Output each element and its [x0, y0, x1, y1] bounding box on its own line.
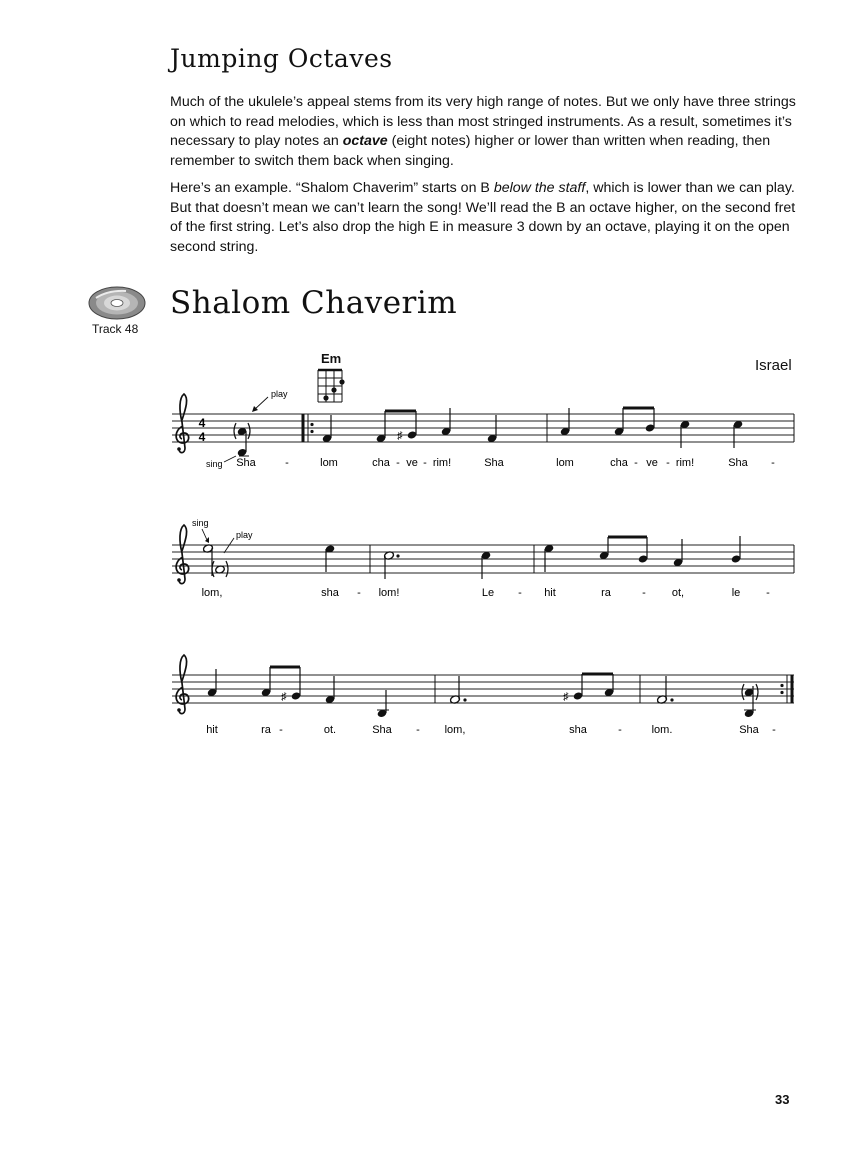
svg-text:-: -	[416, 724, 420, 736]
svg-text:cha: cha	[610, 457, 628, 469]
svg-text:-: -	[634, 457, 638, 469]
svg-text:♯: ♯	[281, 691, 287, 703]
svg-text:sing: sing	[192, 518, 209, 528]
svg-text:♯: ♯	[563, 691, 569, 703]
svg-text:-: -	[396, 457, 400, 469]
svg-text:-: -	[766, 587, 770, 599]
svg-text:sha: sha	[569, 724, 587, 736]
staff-system-1	[172, 389, 794, 469]
svg-text:-: -	[279, 724, 283, 736]
lyrics-line-2	[202, 587, 771, 599]
song-origin: Israel	[755, 357, 792, 374]
svg-text:-: -	[518, 587, 522, 599]
page-number: 33	[775, 1092, 790, 1107]
lyrics-line-3	[206, 724, 776, 736]
chord-name: Em	[321, 351, 342, 366]
svg-text:lom!: lom!	[378, 587, 400, 599]
section-heading: Jumping Octaves	[170, 44, 393, 73]
staff-system-2	[172, 518, 794, 599]
svg-text:-: -	[618, 724, 622, 736]
svg-text:Le: Le	[481, 587, 495, 599]
svg-text:ve: ve	[646, 457, 658, 469]
track-label: Track 48	[92, 322, 139, 336]
song-title: Shalom Chaverim	[170, 285, 458, 321]
svg-text:-: -	[642, 587, 646, 599]
lyrics-line-1	[236, 457, 775, 469]
sharp: ♯	[397, 430, 403, 442]
svg-text:play: play	[236, 530, 253, 540]
svg-text:ot,: ot,	[671, 587, 685, 599]
svg-text:sha: sha	[321, 587, 339, 599]
example-paragraph: Here’s an example. “Shalom Chaverim” starts on B below the staff, which is lower than we can play. But that doesn’t mean we can’t learn the song! We’ll read the B an octave higher, on the second fret of the first string. Let’s also drop the high E in measure 3 down by an octave, playing it on the open second string.	[170, 180, 796, 255]
svg-text:-: -	[357, 587, 361, 599]
svg-text:le: le	[731, 587, 741, 599]
chord-diagram-em	[318, 370, 345, 402]
svg-text:-: -	[423, 457, 427, 469]
svg-text:hit: hit	[544, 587, 556, 599]
time-sig-top: 4	[198, 416, 206, 430]
svg-text:Sha: Sha	[236, 457, 256, 469]
svg-text:play: play	[271, 389, 288, 399]
svg-text:sing: sing	[206, 459, 223, 469]
svg-text:-: -	[285, 457, 289, 469]
intro-paragraph: Much of the ukulele’s appeal stems from its very high range of notes. But we only have three strings on which to read melodies, which is less than most stringed instruments. As a result, sometimes it’s necessary to play notes an octave (eight notes) higher or lower than written when reading, then remember to switch them back when singing.	[170, 94, 796, 169]
time-sig-bottom: 4	[198, 430, 206, 444]
svg-text:Sha: Sha	[739, 724, 759, 736]
svg-text:lom: lom	[320, 457, 338, 469]
svg-text:lom,: lom,	[201, 587, 223, 599]
svg-text:Sha: Sha	[372, 724, 392, 736]
svg-text:ve: ve	[406, 457, 418, 469]
svg-text:rim!: rim!	[675, 457, 695, 469]
svg-text:-: -	[666, 457, 670, 469]
svg-text:lom: lom	[556, 457, 574, 469]
svg-text:Sha: Sha	[728, 457, 748, 469]
svg-text:cha: cha	[372, 457, 390, 469]
svg-text:lom,: lom,	[444, 724, 466, 736]
treble-clef	[176, 655, 189, 714]
svg-text:-: -	[772, 724, 776, 736]
svg-text:-: -	[771, 457, 775, 469]
svg-text:ot.: ot.	[323, 724, 337, 736]
svg-text:ra: ra	[601, 587, 611, 599]
treble-clef	[176, 394, 189, 453]
svg-text:lom.: lom.	[651, 724, 673, 736]
svg-text:ra: ra	[261, 724, 271, 736]
svg-text:Sha: Sha	[484, 457, 504, 469]
staff-system-3	[172, 655, 794, 736]
svg-text:rim!: rim!	[432, 457, 452, 469]
treble-clef	[176, 525, 189, 584]
svg-text:hit: hit	[206, 724, 218, 736]
